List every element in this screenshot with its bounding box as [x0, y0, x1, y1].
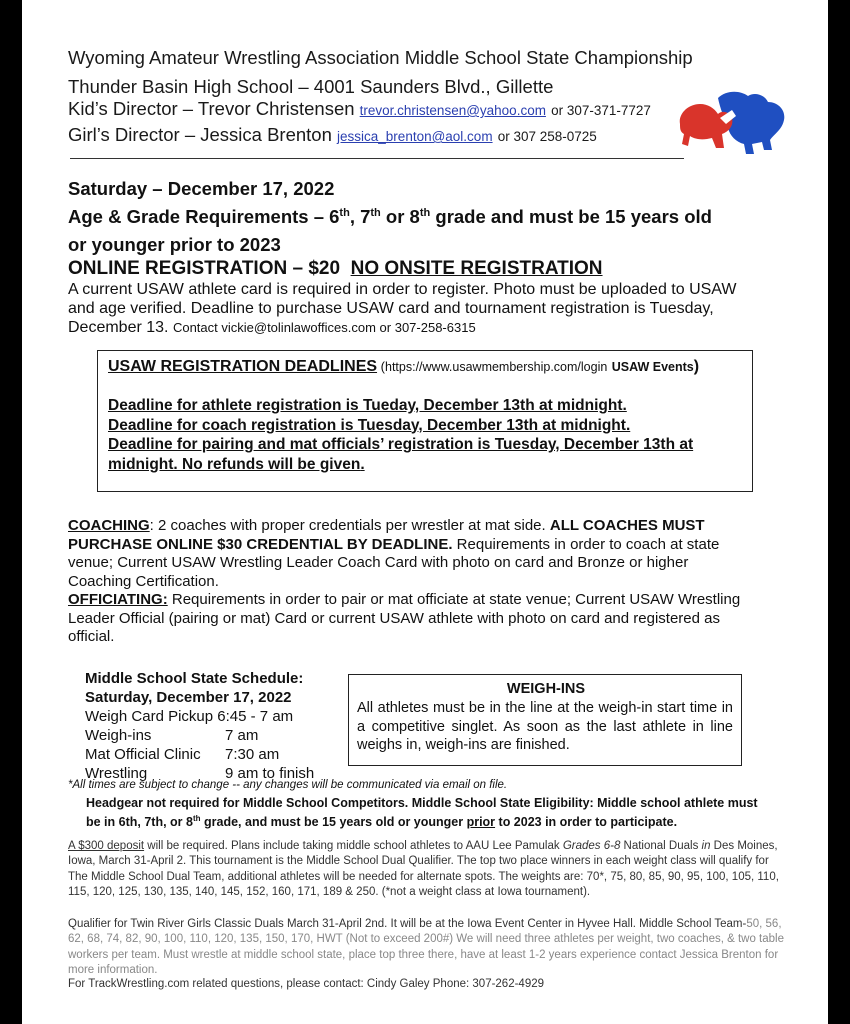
girls-duals-paragraph: Qualifier for Twin River Girls Classic Duals March 31-April 2nd. It will be at the Iowa Event Center in Hyvee Hall. Middle School Team-50, 56, 62, 68, 74, 82, 90, 100, 110, 120, 135, 150, 170, HWT (Not to exceed 200#) We will need three athletes per weight, two coaches, & two table workers per team. Must wrestle at middle school state, place top three there, have at least 1-2 years experience contact Jessica Brenton for more information.: [68, 918, 784, 977]
bison-logo-icon: [674, 88, 792, 166]
event-date: Saturday – December 17, 2022: [68, 178, 335, 199]
deadline-list: [108, 396, 748, 474]
schedule-item: Mat Official Clinic 7:30 am: [85, 746, 280, 763]
girls-weights: 50, 56, 62, 68, 74, 82, 90, 100, 110, 120, 135, 150, 170, HWT (Not to exceed 200#) We will need three athletes per weight, two coaches, & two table workers per team. Must wrestle at middle school state, place top three there, have at least 1-2 years experience contact Jessica Brenton for more information.: [68, 918, 784, 977]
trackwrestling-contact: For TrackWrestling.com related questions, please contact: Cindy Galey Phone: 307-262-4929: [68, 978, 545, 990]
schedule-item: Weigh-ins 7 am: [85, 727, 259, 744]
deadline-coach: Deadline for coach registration is Tuesday, December 13th at midnight.: [108, 416, 631, 434]
deadline-officials: Deadline for pairing and mat officials’ registration is Tuesday, December 13th at midnight. No refunds will be given.: [108, 436, 694, 473]
schedule-date: Saturday, December 17, 2022: [85, 689, 292, 706]
schedule-item: Weigh Card Pickup 6:45 - 7 am: [85, 708, 294, 725]
kids-director-phone: or 307-371-7727: [551, 103, 651, 118]
usaw-deadlines-box: [97, 350, 753, 492]
coaches-credential-notice: ALL COACHES MUST PURCHASE ONLINE $30 CREDENTIAL BY DEADLINE.: [68, 517, 705, 553]
coaching-section: COACHING: 2 coaches with proper credentials per wrestler at mat side. ALL COACHES MUST PURCHASE ONLINE $30 CREDENTIAL BY DEADLINE. Requirements in order to coach at state venue; Current USAW Wrestling Leader Coach Card with photo on card and Bronze or higher Coaching Certification.: [68, 517, 720, 590]
headgear-eligibility: Headgear not required for Middle School Competitors. Middle School State Eligibility: Middle school athlete must be in 6th, 7th, or 8th grade, and must be 15 years old or younger prior to 2023 in order to participate.: [86, 796, 758, 830]
state-schedule: [85, 669, 355, 781]
header-divider: [70, 158, 684, 159]
kids-director-email-link[interactable]: trevor.christensen@yahoo.com: [359, 103, 546, 118]
coaching-label: COACHING: [68, 517, 150, 534]
schedule-disclaimer: *All times are subject to change -- any changes will be communicated via email on file.: [68, 779, 508, 791]
officiating-label: OFFICIATING:: [68, 591, 168, 608]
age-requirements-line2: or younger prior to 2023: [68, 234, 281, 255]
schedule-item: Wrestling 9 am to finish: [85, 765, 315, 782]
kids-director: Kid’s Director – Trevor Christensen: [68, 98, 355, 119]
registration-contact: Contact vickie@tolinlawoffices.com or 307-258-6315: [172, 320, 476, 335]
header-title: Wyoming Amateur Wrestling Association Middle School State Championship: [68, 47, 693, 68]
age-requirements: Age & Grade Requirements – 6th, 7th or 8th grade and must be 15 years old: [68, 206, 712, 227]
weigh-ins-text: All athletes must be in the line at the weigh-in start time in a competitive singlet. As soon as the last athlete in line weighs in, weigh-ins are finished.: [357, 700, 733, 753]
deadline-athlete: Deadline for athlete registration is Tueday, December 13th at midnight.: [108, 397, 627, 414]
no-onsite-registration: NO ONSITE REGISTRATION: [350, 258, 603, 279]
deposit-amount: A $300 deposit: [68, 840, 145, 852]
deadlines-title-line: USAW REGISTRATION DEADLINES (https://www.usawmembership.com/login USAW Events): [108, 358, 700, 375]
officiating-section: OFFICIATING: Requirements in order to pair or mat officiate at state venue; Current USAW Wrestling Leader Official (pairing or mat) Card or current USAW athlete with photo on card and registered as official.: [68, 591, 741, 645]
usaw-membership-link[interactable]: https://www.usawmembership.com/login: [385, 360, 608, 374]
weigh-ins-box: [348, 674, 742, 766]
girls-director: Girl’s Director – Jessica Brenton: [68, 124, 332, 145]
usaw-events-label: USAW Events: [611, 360, 694, 374]
registration-heading: ONLINE REGISTRATION – $20 NO ONSITE REGISTRATION: [68, 258, 603, 279]
document-page: [22, 0, 828, 1024]
deposit-paragraph: A $300 deposit will be required. Plans include taking middle school athletes to AAU Lee Pamulak Grades 6-8 National Duals in Des Moines, Iowa, March 31-April 2. This tournament is the Middle School Dual Qualifier. The top two place winners in each weight class will qualify for The Middle School Dual Team, additional athletes will be needed for alternate spots. The weights are: 70*, 75, 80, 85, 90, 95, 100, 105, 110, 115, 120, 125, 130, 135, 140, 145, 152, 160, 171, 189 & 250. (*not a weight class at Iowa tournament).: [68, 840, 779, 899]
kids-director-line: [68, 97, 651, 123]
header-venue: Thunder Basin High School – 4001 Saunders Blvd., Gillette: [68, 76, 554, 97]
girls-director-phone: or 307 258-0725: [497, 129, 597, 144]
weigh-ins-title: WEIGH-INS: [506, 681, 586, 697]
schedule-title: Middle School State Schedule:: [85, 670, 304, 687]
girls-director-email-link[interactable]: jessica_brenton@aol.com: [337, 129, 493, 144]
girls-director-line: [68, 123, 597, 149]
deadlines-title: USAW REGISTRATION DEADLINES: [108, 358, 378, 375]
usaw-card-requirement: A current USAW athlete card is required in order to register. Photo must be uploaded to USAW and age verified. Deadline to purchase USAW card and tournament registration is Tuesday, December 13. Contact vickie@tolinlawoffices.com or 307-258-6315: [68, 281, 737, 336]
